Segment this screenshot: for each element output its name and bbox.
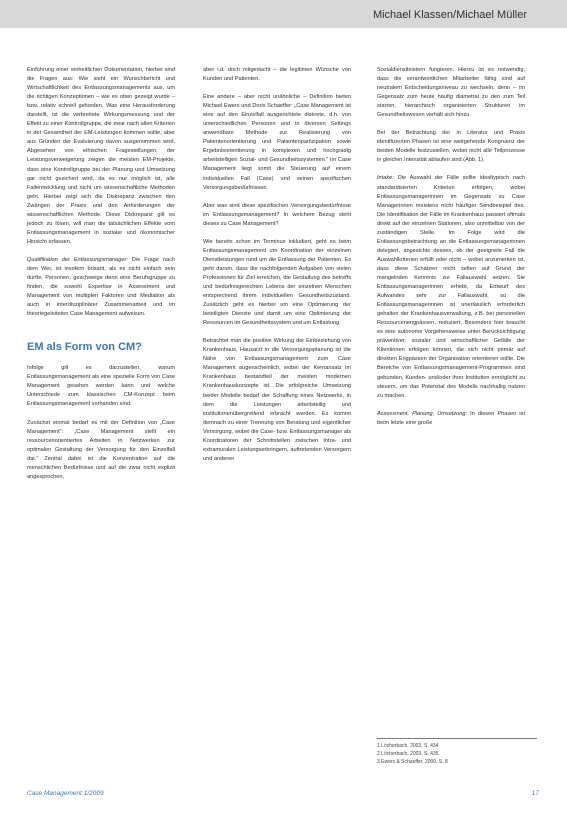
paragraph: aber i.d. doch mitgedacht – die legitimen Wünsche von Kunden und Patienten. bbox=[203, 67, 351, 83]
journal-footer: Case Management 1/2009 bbox=[27, 790, 104, 797]
paragraph: Infolge gilt es darzustellen, warum Entlassungsmanagement als eine spezielle Form von Case Management gesehen werden kann und welche Unterschiede zum klassischen CM-Konzept beim Entlassungsmanagement vorhanden sind. bbox=[27, 365, 175, 408]
paragraph-text: Die Frage nach dem Wer, ist insofern brisant, als es nicht einfach sein dürfte, Personen, geschweige denn eine Berufsgruppe zu finden, die sowohl Expertise in Assessment und Management von multiplen Faktoren und Mediation als auch in interdisziplinärer Zusammenarbeit und im theoriegeleiteten Case Management aufweisen. bbox=[27, 256, 175, 318]
header-band bbox=[0, 0, 567, 28]
section-heading: EM als Form von CM? bbox=[27, 341, 142, 354]
text-column-1 bbox=[27, 66, 175, 491]
footnote: 3 Ewers & Schaeffer, 2000, S. 8 bbox=[377, 759, 448, 765]
paragraph-text: Die Auswahl der Fälle sollte idealtypisch nach standardisierten Kriterien erfolgen, wobei Entlassungsmanagerinnen im Gegensatz zu Case Managerinnen meistens nicht häufiger Sendbeispiel des. Die Identifikation der Fälle im Krankenhaus passiert oftmals direkt auf der einzelnen Stationen, also unmittelbar von der zuständigen Stelle. Im Folge wird die Entlassungsbetrachtung an die Entlassungsmanagerinnen delegiert, angesichts dessen, ob der geeignete Fall die Auswahlkriterien erfüllt oder nicht – wobei anzumerken ist, dass diese Schätzen nicht selten auf Grund der mangelnden Kenntnis zur Fallauswahl setzen. Sie Entlassungsmanagerinnen erhebt, da Entwurf des Aufwandes sehr zur Fallauswahl, so die Entlassungsmanagerinnen ist unerlässlich erforderlich gehalten der Krankenhausverwaltung, z.B. bei personellen Ressourcenengpässen, reduziert. Besonders hier braucht es eine autonome Vorgehensweise unter Berücksichtigung präventiver, sozialer und wirtschaftlicher Gefälle der Klientinnen erfolgen können, die sich nicht primär auf direkten Engpässen der Organisation orientieren sollte. Die Bereiche von Entlassungsmanagement-Programmen sind gebunden, Kunden- und/oder ihrer Institution ermöglicht zu steuern, um das Potenzial des Modells nachhaltig nutzen zu machen. bbox=[377, 175, 525, 399]
paragraph: Einführung einer einheitlichen Dokumentation, hierbei sind die Fragen aus: Wie sieht ein Wunschbericht und Wirtschaftlichkeit des Entlassungsmanagements aus, um die richtigen Konzeptionen – wie es oben gezeigt wurde – bzw. relativ schnell gefunden. Was eine Herausforderung darstellt, ist die verbreitete Wirkungsmessung und der Effekt zu einer Kontrollgruppe, die zwar nach allen Kriterien in der Gesamtheit der EM-Leistungen kommen sollte, aber aus Gründen der Evaluierung davon ausgenommen wird. Abgesehen von ethischen Fragestellungen, der Leistungsverweigerung zeigen die meisten EM-Projekte, dass eine Kontrollgruppe bei der Planung und Umsetzung gar nicht gesichert wird, da es nur möglich ist, alle Fallentwicklung und nicht um wissenschaftliche Methoden geht. Hierbei zeigt sich die Diskrepanz zwischen den Zwängen der Praxis und den Anforderungen der wissenschaftlichen Methode. Diese Diskrepanz gilt es jedoch zu lösen, will man die tatsächlichen Effekte vom Entlassungsmanagement in sozialer und ökonomischer Hinsicht erfassen. bbox=[27, 67, 175, 245]
footnote: 2 Löcherbach, 2003, S. 435 bbox=[377, 751, 439, 757]
paragraph-text: In diesen Phasen ist beim letzte eine große bbox=[377, 410, 525, 426]
paragraph: Eine andere – aber nicht unähnliche – Definition bieten Michael Ewers und Doris Schaeffer: „Case Management ist eine auf den Einzelfall ausgerichtete diskrete, d.h. von unterschiedlichen Personen und in diversen Settings anwendbare Methode zur Realisierung von Patientenorientierung und Patientenpartizipation sowie Ergebnisorientierung in komplexen und hochgradig arbeitsteiligen Sozial- und Gesundheitssystemen.“ Im Case Management liegt somit die Steuerung auf einem individuellen Fall (Case) und seinen spezifischen Versorgungsbedürfnissen. bbox=[203, 94, 351, 191]
text-column-3 bbox=[377, 66, 525, 437]
page-number: 17 bbox=[531, 790, 539, 797]
footnote: 1 Löcherbach, 2003, S. 434 bbox=[377, 743, 439, 749]
paragraph: Betrachtet man die positive Wirkung der Einbeziehung von Krankenhaus, Hausarzt in die Versorgungsplanung ist die Nähe von Entlassungsmanagement zum Case Management augenscheinlich, wobei der Kernansatz im Krankenhaus bestandteil der meisten modernen Krankenhauskonzepte ist. Die erfolgreiche Umsetzung beider Modelle bedarf der Schaffung eines Netzwerks, in dem die Leistungen arbeitsteilig und institutionenübergreifend erbracht werden. Es kommt demnach zu einer Trennung von Beratung und eigentlicher Versorgung, wobei die Case- bzw. Entlassungsmanager als Koordinatoren der Schnittstellen zwischen Intra- und extramuralen Leistungserbringern, auftretenden Versorgern und anderen bbox=[203, 338, 351, 462]
text-column-2 bbox=[203, 66, 351, 473]
paragraph: Zunächst einmal bedarf es mit der Definition von „Case Management“: „Case Management stellt ein ressourcenorientiertes Arbeiten in Netzwerken zur optimalen Gestaltung der Versorgung für den Einzelfall dar.“ Zentral dabei ist die Konzentration auf die menschlichen Bedürfnisse und auf die zwar nicht explizit angesprochen, bbox=[27, 419, 175, 480]
paragraph bbox=[377, 174, 525, 400]
paragraph: Wie bereits schon im Terminus inkludiert, geht es beim Entlassungsmanagement um Koordination der einzelnen Dienstleistungen rund um die Entlassung der Patienten. Es geht darum, dass die nachfolgenden Aufgaben von vielen Professionen für Ziel erreichen, die Gestaltung des betreffs und bedürfnisgerechten Lebens der einzelnen Menschen entsprechend ihrem individuellen Gesundheitszustand. Zusätzlich geht es hierbei um eine Optimierung der beteiligten Dienste und damit um eine Optimierung der Ressourcen im Gesundheitssystem und um Entlastung. bbox=[203, 238, 351, 327]
run-in-label: Assessment, Planung, Umsetzung: bbox=[377, 410, 468, 417]
paragraph: Sozialdienstleistern fungieren. Hierzu ist es notwendig, dass die verantwortlichen Mitarbeiter fähig sind auf neutralem Entscheidungsniveau zu wechseln, denn – im Gegensatz zum heute häufig diametral zu den zum Teil starren, hierarchisch organisierten Strukturen im Gesundheitswesen verhält sich hinzu. bbox=[377, 67, 525, 119]
paragraph: Aber was sind diese spezifischen Versorgungsbedürfnisse im Entlassungsmanagement? In welchem Bezug steht dieses zu Case Management? bbox=[203, 202, 351, 227]
footnotes bbox=[377, 738, 537, 766]
paragraph bbox=[377, 410, 525, 428]
run-in-label: Qualifikation der Entlassungsmanager: bbox=[27, 256, 128, 263]
paragraph bbox=[27, 256, 175, 319]
paragraph: Bei der Betrachtung der in Literatur und Praxis identifizierten Phasen ist eine weitgehende Kongruenz der beiden Modelle festzustellen, wobei nicht alle Teilprozesse in gleicher Intensität ablaufen sind (Abb. 1). bbox=[377, 130, 525, 164]
header-authors: Michael Klassen/Michael Müller bbox=[372, 9, 527, 21]
run-in-label: Intake: bbox=[377, 175, 394, 182]
